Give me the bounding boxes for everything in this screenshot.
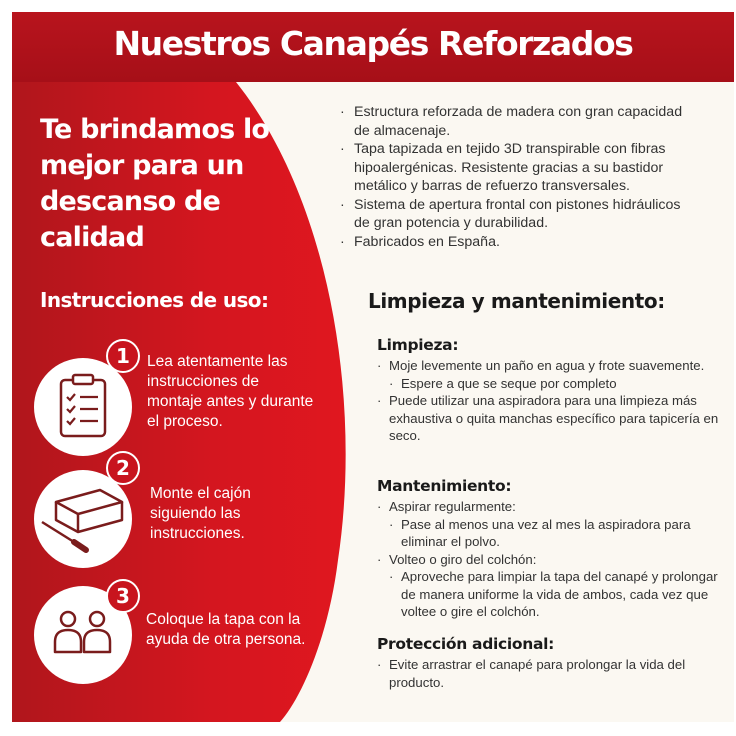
step-1-number: 1 (106, 339, 140, 373)
cleaning-section (377, 336, 722, 445)
list-item: · Puede utilizar una aspiradora para una limpieza más exhaustiva o quita manchas específico para tapicería en seco. (377, 392, 722, 445)
clipboard-checklist-icon (34, 358, 132, 456)
feature-item: · Sistema de apertura frontal con pistones hidráulicos de gran potencia y durabilidad. (340, 196, 685, 233)
step-2-number: 2 (106, 451, 140, 485)
maintenance-section (377, 477, 722, 621)
list-item: · Evite arrastrar el canapé para prolongar la vida del producto. (377, 656, 722, 691)
list-item: · Pase al menos una vez al mes la aspiradora para eliminar el polvo. (377, 516, 722, 551)
tagline: Te brindamos lo mejor para un descanso de calidad (40, 114, 270, 253)
protection-section (377, 635, 722, 691)
feature-item: · Fabricados en España. (340, 233, 685, 252)
cleaning-heading: Limpieza: (377, 336, 459, 354)
protection-heading: Protección adicional: (377, 635, 555, 653)
list-item: · Espere a que se seque por completo (377, 375, 722, 393)
list-item: · Volteo o giro del colchón: (377, 551, 722, 569)
list-item: · Moje levemente un paño en agua y frote suavemente. (377, 357, 722, 375)
maintenance-heading: Mantenimiento: (377, 477, 512, 495)
step-2-text: Monte el cajón siguiendo las instrucciones. (150, 485, 251, 542)
step-2-circle (34, 470, 132, 568)
step-3-number: 3 (106, 579, 140, 613)
maintenance-title: Limpieza y mantenimiento: (368, 289, 665, 313)
page-title: Nuestros Canapés Reforzados (113, 24, 633, 63)
step-1-circle (34, 358, 132, 456)
step-1-text: Lea atentamente las instrucciones de montaje antes y durante el proceso. (147, 353, 314, 430)
drawer-screwdriver-icon (34, 470, 132, 568)
feature-item: · Estructura reforzada de madera con gran capacidad de almacenaje. (340, 103, 685, 140)
feature-item: · Tapa tapizada en tejido 3D transpirable con fibras hipoalergénicas. Resistente gracias a su bastidor metálico y barras de refuerzo transversales. (340, 140, 685, 196)
step-3-text: Coloque la tapa con la ayuda de otra persona. (146, 611, 306, 648)
instructions-title: Instrucciones de uso: (40, 288, 269, 312)
feature-list (340, 103, 685, 251)
list-item: · Aspirar regularmente: (377, 498, 722, 516)
list-item: · Aproveche para limpiar la tapa del canapé y prolongar de manera uniforme la vida de ambos, cada vez que voltee o gire el colchón. (377, 568, 722, 621)
